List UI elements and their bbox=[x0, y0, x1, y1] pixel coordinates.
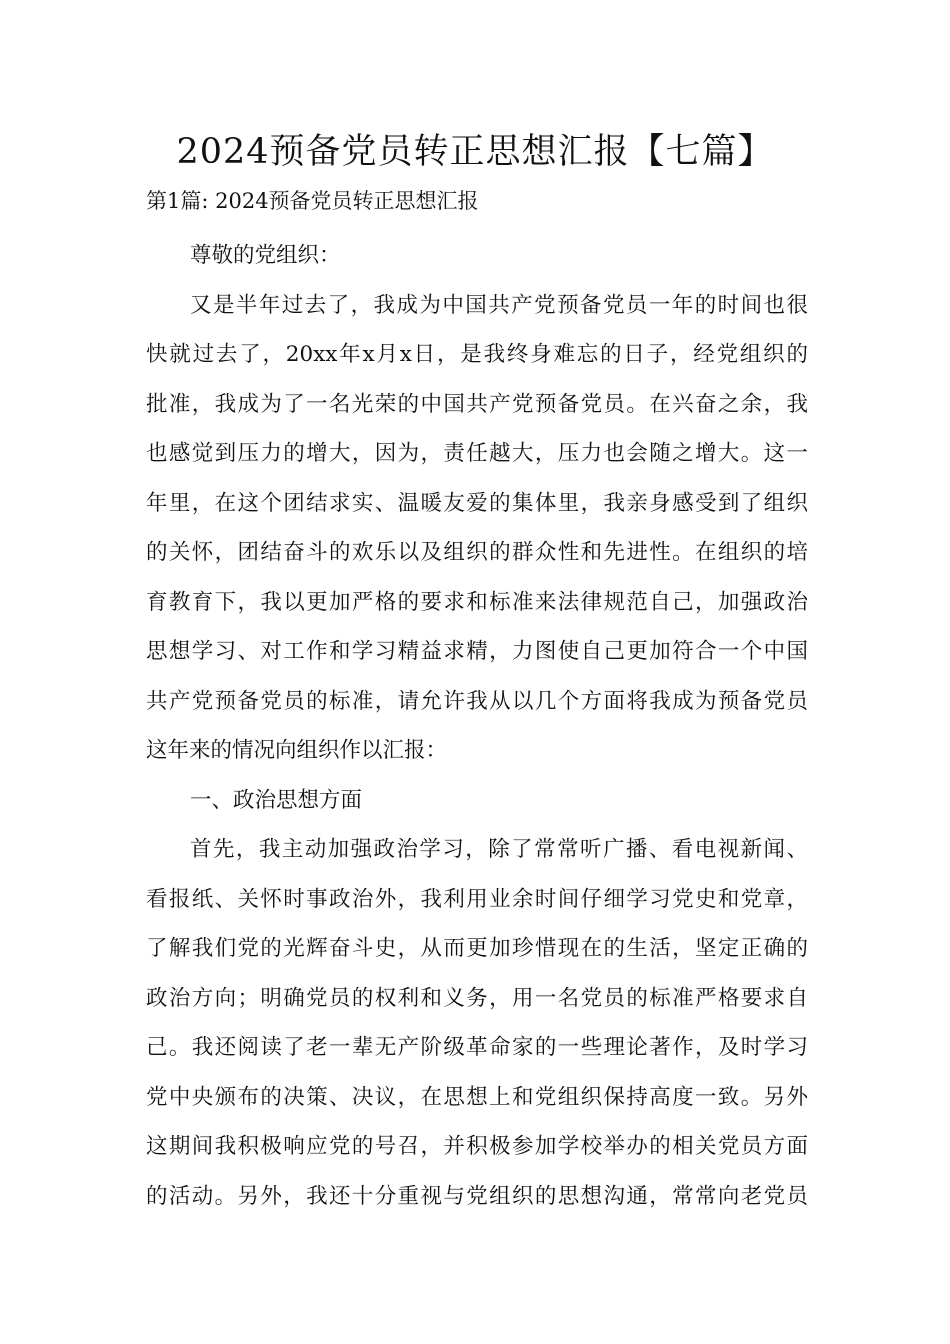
text-line: 尊敬的党组织： bbox=[190, 243, 341, 268]
text-line: 共产党预备党员的标准，请允许我从以几个方面将我成为预备党员 bbox=[146, 688, 808, 714]
text-line: 育教育下，我以更加严格的要求和标准来法律规范自己，加强政治 bbox=[146, 589, 808, 615]
text-line: 年里，在这个团结求实、温暖友爱的集体里，我亲身感受到了组织 bbox=[146, 490, 808, 516]
text-line: 的关怀，团结奋斗的欢乐以及组织的群众性和先进性。在组织的培 bbox=[146, 540, 808, 565]
text-line: 看报纸、关怀时事政治外，我利用业余时间仔细学习党史和党章， bbox=[146, 886, 808, 912]
text-line: 首先，我主动加强政治学习，除了常常听广播、看电视新闻、 bbox=[190, 837, 808, 862]
text-line: 这年来的情况向组织作以汇报： bbox=[146, 738, 448, 763]
paragraph-intro bbox=[146, 281, 808, 776]
text-line: 快就过去了，20xx年x月x日，是我终身难忘的日子，经党组织的 bbox=[146, 342, 808, 367]
salutation bbox=[146, 231, 808, 281]
text-line: 一、政治思想方面 bbox=[190, 787, 363, 813]
text-line: 批准，我成为了一名光荣的中国共产党预备党员。在兴奋之余，我 bbox=[146, 391, 808, 417]
text-line: 又是半年过去了，我成为中国共产党预备党员一年的时间也很 bbox=[190, 292, 808, 318]
text-line: 党中央颁布的决策、决议，在思想上和党组织保持高度一致。另外 bbox=[146, 1084, 808, 1110]
paragraph-political bbox=[146, 825, 808, 1221]
text-line: 思想学习、对工作和学习精益求精，力图使自己更加符合一个中国 bbox=[146, 639, 808, 664]
text-line: 了解我们党的光辉奋斗史，从而更加珍惜现在的生活，坚定正确的 bbox=[146, 936, 808, 961]
subheading-political bbox=[146, 776, 808, 826]
text-line: 这期间我积极响应党的号召，并积极参加学校举办的相关党员方面 bbox=[146, 1134, 808, 1159]
text-line: 的活动。另外，我还十分重视与党组织的思想沟通，常常向老党员 bbox=[146, 1183, 808, 1209]
text-line: 也感觉到压力的增大，因为，责任越大，压力也会随之增大。这一 bbox=[146, 441, 808, 466]
text-line: 己。我还阅读了老一辈无产阶级革命家的一些理论著作，及时学习 bbox=[146, 1035, 808, 1060]
section-heading: 第1篇: 2024预备党员转正思想汇报 bbox=[146, 189, 479, 213]
document-title: 2024预备党员转正思想汇报【七篇】 bbox=[176, 132, 774, 172]
document-body bbox=[146, 231, 808, 1221]
text-line: 政治方向；明确党员的权利和义务，用一名党员的标准严格要求自 bbox=[146, 985, 808, 1011]
